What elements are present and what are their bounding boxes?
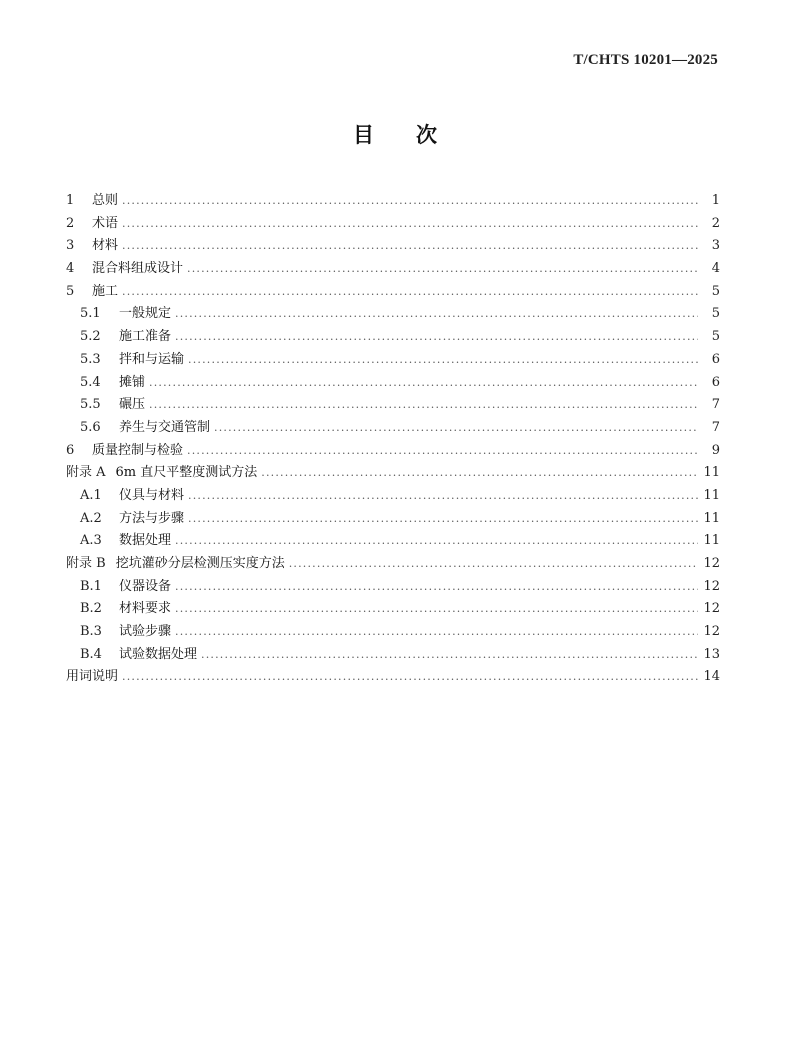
toc-entry[interactable] bbox=[66, 190, 720, 213]
toc-dot-leader bbox=[122, 213, 698, 236]
toc-entry-page-number: 5 bbox=[711, 306, 720, 322]
toc-entry-number: 4 bbox=[66, 261, 75, 277]
toc-entry-label: 挖坑灌砂分层检测压实度方法 bbox=[115, 556, 285, 571]
toc-dot-leader bbox=[175, 576, 698, 599]
toc-dot-leader bbox=[188, 508, 698, 531]
page-title bbox=[0, 119, 790, 149]
toc-entry[interactable] bbox=[66, 666, 720, 689]
table-of-contents bbox=[66, 190, 720, 689]
toc-entry-number: 2 bbox=[66, 215, 75, 231]
toc-entry-number: 5.6 bbox=[80, 419, 101, 435]
toc-entry-label: 方法与步骤 bbox=[119, 510, 185, 526]
toc-entry-number: A.2 bbox=[80, 510, 102, 526]
toc-entry-number: 附录 A bbox=[66, 465, 106, 481]
toc-dot-leader bbox=[201, 644, 698, 667]
toc-entry-label: 摊铺 bbox=[119, 374, 146, 390]
toc-entry[interactable] bbox=[66, 213, 720, 236]
toc-entry[interactable] bbox=[66, 440, 720, 463]
toc-entry-number: 6 bbox=[66, 442, 75, 458]
toc-dot-leader bbox=[122, 666, 698, 689]
toc-dot-leader bbox=[122, 235, 698, 258]
toc-entry-number: 5.3 bbox=[80, 351, 101, 367]
toc-entry-label: 仪器设备 bbox=[119, 578, 172, 594]
toc-entry[interactable] bbox=[66, 235, 720, 258]
toc-dot-leader bbox=[187, 440, 698, 463]
toc-entry-page-number: 14 bbox=[703, 669, 720, 685]
toc-dot-leader bbox=[188, 349, 698, 372]
toc-entry[interactable] bbox=[66, 258, 720, 281]
toc-entry-number: B.3 bbox=[80, 624, 102, 640]
toc-dot-leader bbox=[149, 394, 698, 417]
toc-entry-number: B.4 bbox=[80, 646, 102, 662]
toc-entry-page-number: 12 bbox=[703, 578, 720, 594]
toc-dot-leader bbox=[214, 417, 698, 440]
toc-entry-label: 质量控制与检验 bbox=[92, 442, 184, 458]
toc-entry-page-number: 4 bbox=[711, 261, 720, 277]
toc-entry-page-number: 5 bbox=[711, 283, 720, 299]
toc-entry[interactable] bbox=[66, 530, 720, 553]
toc-entry-number: B.1 bbox=[80, 578, 102, 594]
toc-dot-leader bbox=[175, 621, 698, 644]
toc-dot-leader bbox=[149, 372, 698, 395]
toc-dot-leader bbox=[175, 530, 698, 553]
toc-entry[interactable] bbox=[66, 598, 720, 621]
toc-entry-page-number: 2 bbox=[711, 215, 720, 231]
toc-dot-leader bbox=[122, 190, 698, 213]
toc-entry-number: 5.5 bbox=[80, 397, 101, 413]
toc-entry-label: 混合料组成设计 bbox=[92, 261, 184, 277]
toc-entry-label: 养生与交通管制 bbox=[119, 419, 211, 435]
toc-entry-page-number: 13 bbox=[703, 646, 720, 662]
toc-entry-page-number: 11 bbox=[703, 487, 720, 503]
toc-dot-leader bbox=[175, 326, 698, 349]
toc-dot-leader bbox=[289, 553, 698, 576]
toc-entry-label: 材料 bbox=[92, 238, 119, 254]
toc-entry-label: 仪具与材料 bbox=[119, 487, 185, 503]
toc-entry-page-number: 7 bbox=[711, 397, 720, 413]
toc-entry-page-number: 6 bbox=[711, 374, 720, 390]
toc-entry[interactable] bbox=[66, 485, 720, 508]
toc-entry-label: 用词说明 bbox=[66, 669, 119, 685]
toc-entry-label: 一般规定 bbox=[119, 306, 172, 322]
toc-entry-page-number: 3 bbox=[711, 238, 720, 254]
toc-entry[interactable] bbox=[66, 372, 720, 395]
toc-entry-page-number: 12 bbox=[703, 601, 720, 617]
toc-dot-leader bbox=[122, 281, 698, 304]
toc-entry-number: 5.2 bbox=[80, 329, 101, 345]
toc-entry-label: 术语 bbox=[92, 215, 119, 231]
toc-entry[interactable] bbox=[66, 417, 720, 440]
toc-entry-number: 3 bbox=[66, 238, 75, 254]
standard-code: T/CHTS 10201—2025 bbox=[573, 52, 718, 68]
toc-entry-label: 施工准备 bbox=[119, 329, 172, 345]
toc-entry-page-number: 11 bbox=[703, 533, 720, 549]
toc-entry-page-number: 12 bbox=[703, 556, 720, 571]
toc-entry[interactable] bbox=[66, 326, 720, 349]
title-char-2: 次 bbox=[416, 123, 437, 147]
toc-entry-page-number: 9 bbox=[711, 442, 720, 458]
toc-entry-number: A.3 bbox=[80, 533, 102, 549]
toc-entry[interactable] bbox=[66, 394, 720, 417]
toc-entry[interactable] bbox=[66, 621, 720, 644]
toc-entry-page-number: 6 bbox=[711, 351, 720, 367]
toc-entry-label: 拌和与运输 bbox=[119, 351, 185, 367]
toc-entry-number: 5 bbox=[66, 283, 75, 299]
toc-entry-label: 数据处理 bbox=[119, 533, 172, 549]
toc-entry-number: B.2 bbox=[80, 601, 102, 617]
toc-entry-label: 试验数据处理 bbox=[119, 646, 198, 662]
toc-entry-label: 6m 直尺平整度测试方法 bbox=[115, 465, 258, 481]
toc-entry-label: 试验步骤 bbox=[119, 624, 172, 640]
toc-entry[interactable] bbox=[66, 303, 720, 326]
toc-entry-page-number: 12 bbox=[703, 624, 720, 640]
toc-entry-page-number: 1 bbox=[711, 193, 720, 208]
toc-entry-number: 1 bbox=[66, 193, 75, 208]
toc-entry-page-number: 11 bbox=[703, 465, 720, 481]
toc-dot-leader bbox=[175, 303, 698, 326]
toc-entry-number: A.1 bbox=[80, 487, 102, 503]
toc-entry[interactable] bbox=[66, 508, 720, 531]
toc-entry[interactable] bbox=[66, 281, 720, 304]
toc-dot-leader bbox=[261, 462, 698, 485]
toc-entry[interactable] bbox=[66, 349, 720, 372]
toc-entry-number: 5.4 bbox=[80, 374, 101, 390]
toc-entry-label: 施工 bbox=[92, 283, 119, 299]
toc-entry[interactable] bbox=[66, 644, 720, 667]
toc-entry-label: 总则 bbox=[92, 193, 119, 208]
toc-dot-leader bbox=[175, 598, 698, 621]
toc-entry[interactable] bbox=[66, 553, 720, 576]
toc-entry-page-number: 11 bbox=[703, 510, 720, 526]
toc-dot-leader bbox=[188, 485, 698, 508]
toc-entry-label: 材料要求 bbox=[119, 601, 172, 617]
toc-entry-number: 附录 B bbox=[66, 556, 106, 571]
toc-entry-page-number: 7 bbox=[711, 419, 720, 435]
toc-dot-leader bbox=[187, 258, 698, 281]
toc-entry-number: 5.1 bbox=[80, 306, 101, 322]
toc-entry-page-number: 5 bbox=[711, 329, 720, 345]
toc-entry[interactable] bbox=[66, 576, 720, 599]
title-char-1: 目 bbox=[353, 123, 374, 147]
toc-entry-label: 碾压 bbox=[119, 397, 146, 413]
toc-entry[interactable] bbox=[66, 462, 720, 485]
